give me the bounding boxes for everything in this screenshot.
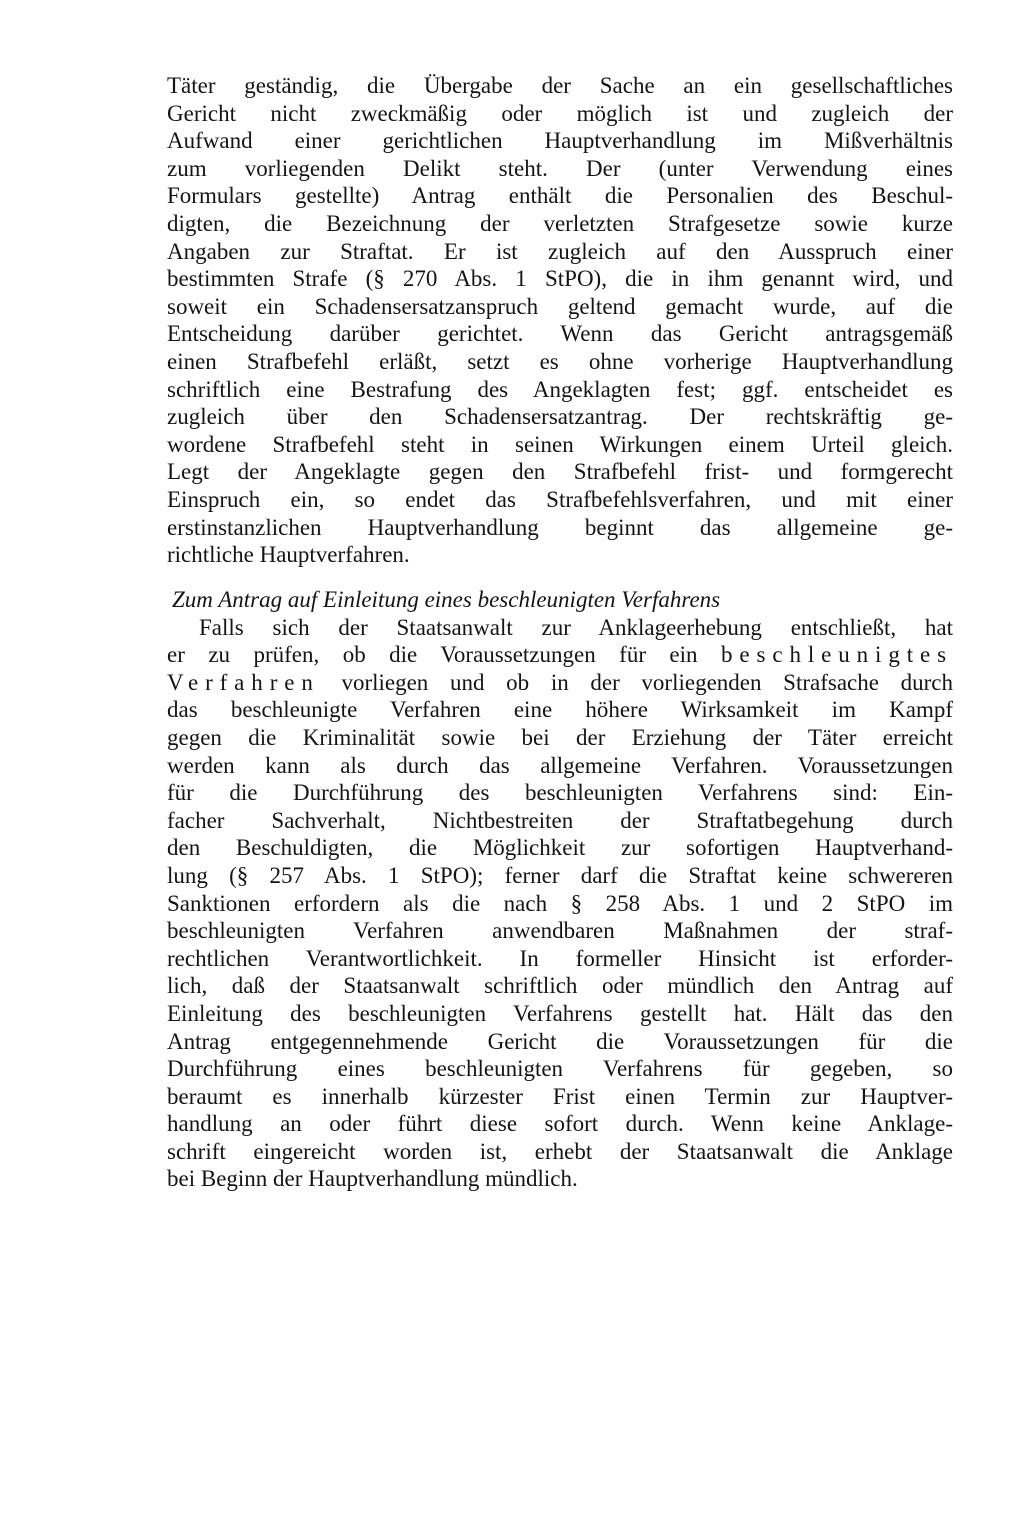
text-line: richtliche Hauptverfahren. xyxy=(167,542,410,568)
section-heading: Zum Antrag auf Einleitung eines beschleunigten Verfahrens xyxy=(172,587,721,612)
text-line: bei Beginn der Hauptverhandlung mündlich. xyxy=(167,1166,578,1192)
text-line: Sanktionen erfordern als die nach § 258 Abs. 1 und 2 StPO im xyxy=(167,890,953,916)
text-line: handlung an oder führt diese sofort durch. Wenn keine Anklage- xyxy=(167,1111,953,1137)
text-line: bestimmten Strafe (§ 270 Abs. 1 StPO), die in ihm genannt wird, und xyxy=(167,266,953,292)
text-line: facher Sachverhalt, Nichtbestreiten der Straftatbegehung durch xyxy=(167,807,953,833)
text-line: Legt der Angeklagte gegen den Strafbefehl frist- und formgerecht xyxy=(167,459,953,485)
text-run: vorliegen und ob in der vorliegenden Strafsache durch xyxy=(319,669,953,695)
text-line: digten, die Bezeichnung der verletzten Strafgesetze sowie kurze xyxy=(167,210,953,236)
text-line: Täter geständig, die Übergabe der Sache an ein gesellschaftliches xyxy=(167,73,953,98)
text-line: zum vorliegenden Delikt steht. Der (unter Verwendung eines xyxy=(167,155,953,181)
text-line: schrift eingereicht worden ist, erhebt der Staatsanwalt die Anklage xyxy=(167,1138,953,1164)
text-line: schriftlich eine Bestrafung des Angeklagten fest; ggf. entscheidet es xyxy=(167,376,953,402)
text-line: soweit ein Schadensersatzanspruch geltend gemacht wurde, auf die xyxy=(167,293,953,319)
text-line: Antrag entgegennehmende Gericht die Voraussetzungen für die xyxy=(167,1028,953,1054)
text-run: er zu prüfen, ob die Voraussetzungen für ein xyxy=(167,642,721,668)
text-line: lich, daß der Staatsanwalt schriftlich oder mündlich den Antrag auf xyxy=(167,973,953,999)
text-line: zugleich über den Schadensersatzantrag. Der rechtskräftig ge- xyxy=(167,404,953,430)
text-line: gegen die Kriminalität sowie bei der Erziehung der Täter erreicht xyxy=(167,724,953,750)
spaced-emphasis: Verfahren xyxy=(167,669,320,695)
text-line: das beschleunigte Verfahren eine höhere Wirksamkeit im Kampf xyxy=(167,697,953,723)
text-line: werden kann als durch das allgemeine Verfahren. Voraussetzungen xyxy=(167,752,953,778)
text-line: Entscheidung darüber gerichtet. Wenn das Gericht antragsgemäß xyxy=(167,321,953,347)
text-line: Einleitung des beschleunigten Verfahrens gestellt hat. Hält das den xyxy=(167,1000,953,1026)
text-line xyxy=(167,641,953,669)
text-line: Durchführung eines beschleunigten Verfahrens für gegeben, so xyxy=(167,1056,953,1082)
text-line: beraumt es innerhalb kürzester Frist einen Termin zur Hauptver- xyxy=(167,1083,953,1109)
text-line: beschleunigten Verfahren anwendbaren Maßnahmen der straf- xyxy=(167,918,953,944)
text-line: Falls sich der Staatsanwalt zur Anklageerhebung entschließt, hat xyxy=(199,614,953,640)
text-line: wordene Strafbefehl steht in seinen Wirkungen einem Urteil gleich. xyxy=(167,431,953,457)
text-line: für die Durchführung des beschleunigten Verfahrens sind: Ein- xyxy=(167,780,953,806)
paragraph-strafbefehl xyxy=(167,72,953,569)
text-line: lung (§ 257 Abs. 1 StPO); ferner darf die Straftat keine schwereren xyxy=(167,862,953,888)
text-line: den Beschuldigten, die Möglichkeit zur sofortigen Hauptverhand- xyxy=(167,835,953,861)
text-line xyxy=(167,669,953,697)
text-line: rechtlichen Verantwortlichkeit. In formeller Hinsicht ist erforder- xyxy=(167,945,953,971)
text-line: erstinstanzlichen Hauptverhandlung beginnt das allgemeine ge- xyxy=(167,514,953,540)
text-line: Gericht nicht zweckmäßig oder möglich ist und zugleich der xyxy=(167,100,953,126)
text-line: Aufwand einer gerichtlichen Hauptverhandlung im Mißverhältnis xyxy=(167,128,953,154)
spaced-emphasis: beschleunigtes xyxy=(720,642,953,668)
text-line: Einspruch ein, so endet das Strafbefehlsverfahren, und mit einer xyxy=(167,486,953,512)
text-line: einen Strafbefehl erläßt, setzt es ohne vorherige Hauptverhandlung xyxy=(167,348,953,374)
section-beschleunigtes-verfahren xyxy=(167,586,953,1193)
text-line: Formulars gestellte) Antrag enthält die Personalien des Beschul- xyxy=(167,183,953,209)
text-line: Angaben zur Straftat. Er ist zugleich auf den Ausspruch einer xyxy=(167,238,953,264)
